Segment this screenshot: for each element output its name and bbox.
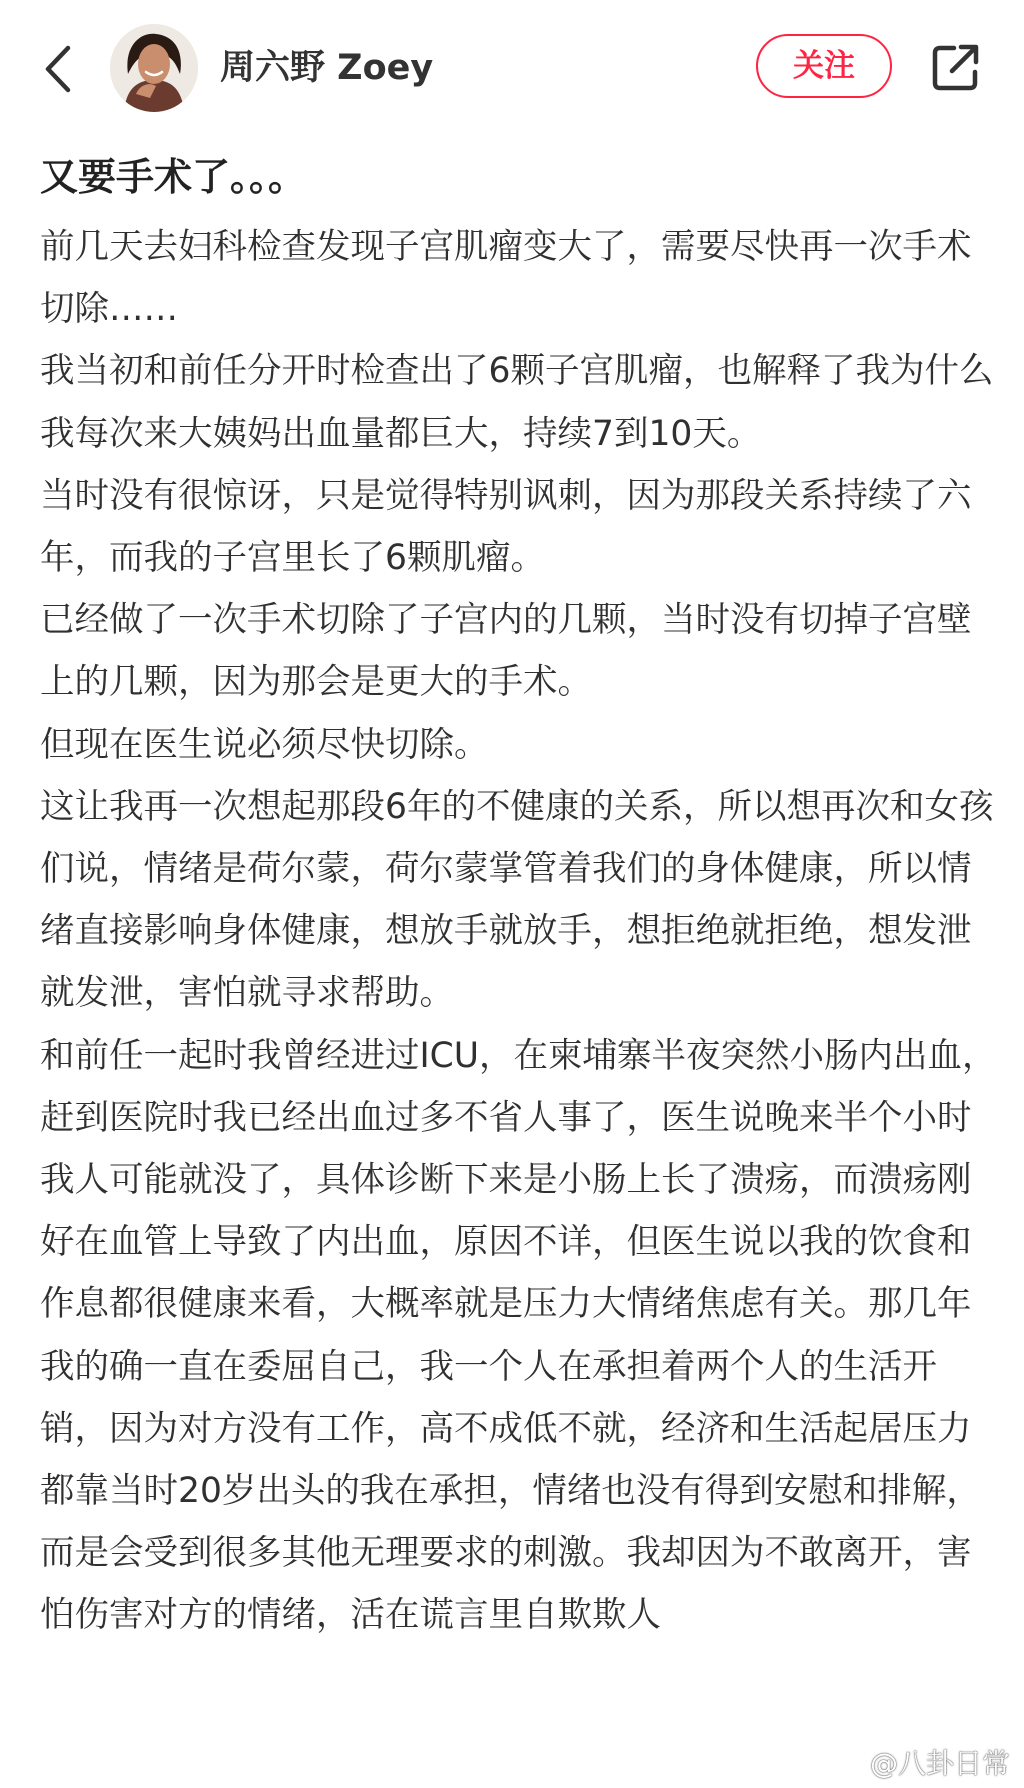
post-paragraph: 我当初和前任分开时检查出了6颗子宫肌瘤，也解释了我为什么我每次来大姨妈出血量都巨大，持续7到10天。 xyxy=(40,351,994,454)
author-avatar[interactable] xyxy=(110,24,198,112)
share-button[interactable] xyxy=(930,42,982,94)
back-button[interactable] xyxy=(38,40,82,98)
top-nav-bar xyxy=(0,0,1024,140)
watermark-text: @八卦日常 xyxy=(869,1747,1010,1780)
weibo-logo-icon xyxy=(826,1748,864,1780)
post-body xyxy=(40,216,998,1788)
author-name[interactable]: 周六野 Zoey xyxy=(220,48,434,88)
post-paragraph: 已经做了一次手术切除了子宫内的几颗，当时没有切掉子宫壁上的几颗，因为那会是更大的手术。 xyxy=(40,600,972,703)
post-title: 又要手术了。。。 xyxy=(40,155,307,199)
chevron-left-icon xyxy=(38,40,82,98)
share-icon xyxy=(930,42,982,94)
post-paragraph: 但现在医生说必须尽快切除。 xyxy=(40,724,489,765)
post-paragraph: 和前任一起时我曾经进过ICU，在柬埔寨半夜突然小肠内出血，赶到医院时我已经出血过多不省人事了，医生说晚来半个小时我人可能就没了，具体诊断下来是小肠上长了溃疡，而溃疡刚好在血管上导致了内出血，原因不详，但医生说以我的饮食和作息都很健康来看，大概率就是压力大情绪焦虑有关。那几年我的确一直在委屈自己，我一个人在承担着两个人的生活开销，因为对方没有工作，高不成低不就，经济和生活起居压力都靠当时20岁出头的我在承担，情绪也没有得到安慰和排解，而是会受到很多其他无理要求的刺激。我却因为不敢离开，害怕伤害对方的情绪，活在谎言里自欺欺人 xyxy=(40,1035,997,1636)
post-paragraph: 这让我再一次想起那段6年的不健康的关系，所以想再次和女孩们说，情绪是荷尔蒙，荷尔蒙掌管着我们的身体健康，所以情绪直接影响身体健康，想放手就放手，想拒绝就拒绝，想发泄就发泄，害怕就寻求帮助。 xyxy=(40,786,994,1014)
post-paragraph: 当时没有很惊讶，只是觉得特别讽刺，因为那段关系持续了六年，而我的子宫里长了6颗肌瘤。 xyxy=(40,475,972,579)
post-paragraph: 前几天去妇科检查发现子宫肌瘤变大了，需要尽快再一次手术切除…… xyxy=(40,227,972,330)
follow-button[interactable]: 关注 xyxy=(756,34,892,98)
watermark xyxy=(826,1746,1010,1782)
